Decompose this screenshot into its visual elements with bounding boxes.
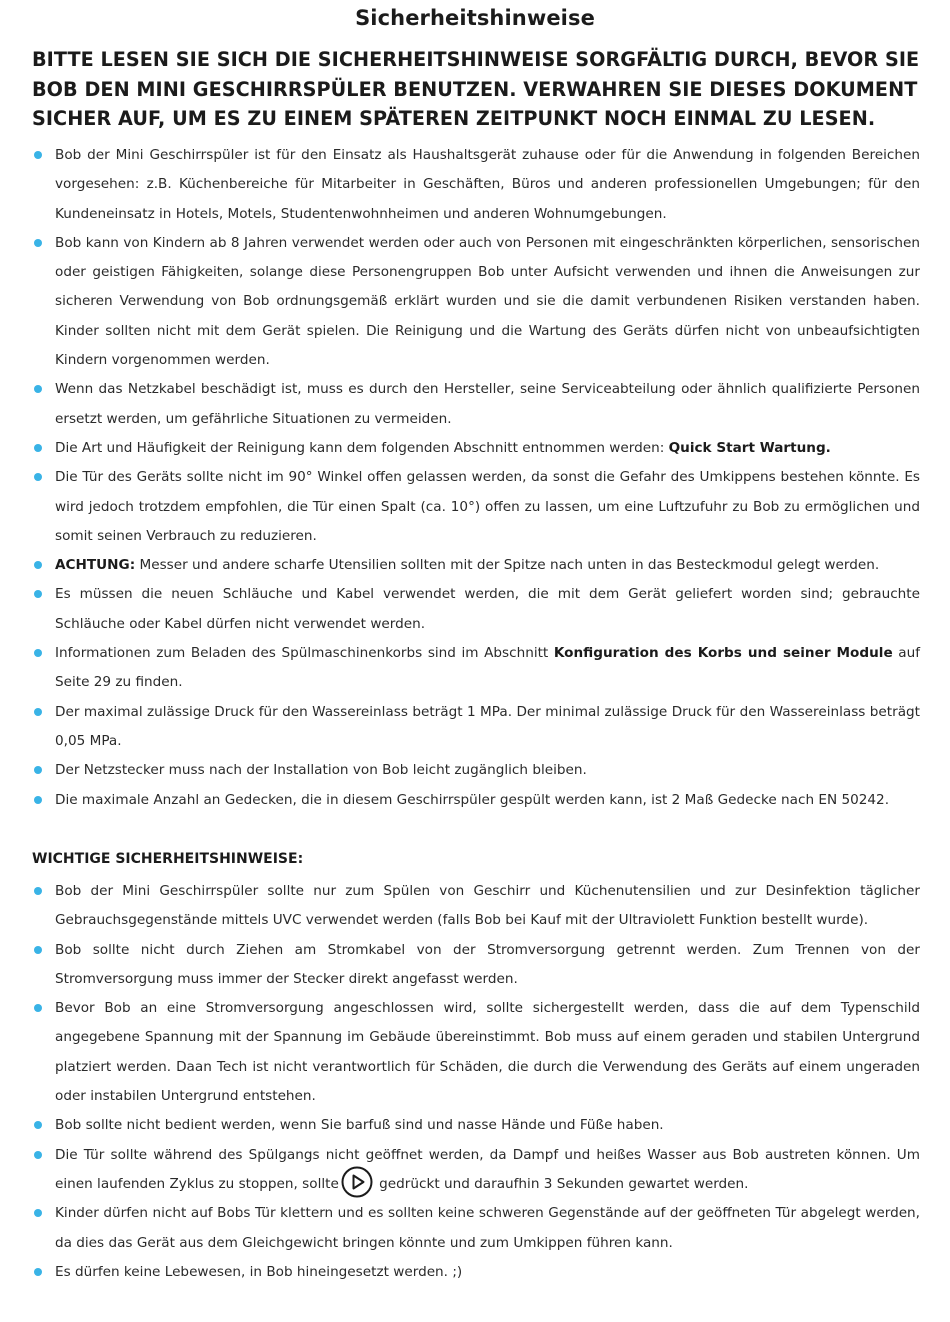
bullet-icon [34,946,42,954]
bullet-icon [34,239,42,247]
section-heading: WICHTIGE SICHERHEITSHINWEISE: [32,851,304,867]
list-item: Der Netzstecker muss nach der Installation von Bob leicht zugänglich bleiben. [32,756,920,785]
list-item: Die Tür sollte während des Spülgangs nicht geöffnet werden, da Dampf und heißes Wasser aus Bob austreten können. Um einen laufenden Zyklus zu stoppen, sollte gedrückt und daraufhin 3 Sekunden gewartet werden. [32,1141,920,1200]
bullet-icon [34,649,42,657]
bullet-icon [34,444,42,452]
play-button-icon [341,1166,373,1198]
list-item: Bob sollte nicht bedient werden, wenn Sie barfuß sind und nasse Hände und Füße haben. [32,1111,920,1140]
list-item: Der maximal zulässige Druck für den Wassereinlass beträgt 1 MPa. Der minimal zulässige Druck für den Wassereinlass beträgt 0,05 MPa. [32,698,920,757]
list-item: Es dürfen keine Lebewesen, in Bob hineingesetzt werden. ;) [32,1258,920,1287]
safety-list [32,141,920,815]
bullet-icon [34,1151,42,1159]
list-item: Bevor Bob an eine Stromversorgung angeschlossen wird, sollte sichergestellt werden, dass die auf dem Typenschild angegebene Spannung mit der Spannung im Gebäude übereinstimmt. Bob muss auf einem geraden und stabilen Untergrund platziert werden. Daan Tech ist nicht verantwortlich für Schäden, die durch die Verwendung des Geräts auf einem ungeraden oder instabilen Untergrund entstehen. [32,994,920,1111]
page-title: Sicherheitshinweise [355,6,595,30]
list-item: Informationen zum Beladen des Spülmaschinenkorbs sind im Abschnitt Konfiguration des Korbs und seiner Module auf Seite 29 zu finden. [32,639,920,698]
bullet-icon [34,473,42,481]
read-instructions-warning: BITTE LESEN SIE SICH DIE SICHERHEITSHINWEISE SORGFÄLTIG DURCH, BEVOR SIE BOB DEN MINI GESCHIRRSPÜLER BENUTZEN. VERWAHREN SIE DIESES DOKUMENT SICHER AUF, UM ES ZU EINEM SPÄTEREN ZEITPUNKT NOCH EINMAL ZU LESEN. [32,48,920,130]
bullet-icon [34,766,42,774]
bullet-icon [34,708,42,716]
attention-label: ACHTUNG: [55,557,136,574]
list-item: Wenn das Netzkabel beschädigt ist, muss es durch den Hersteller, seine Serviceabteilung oder ähnlich qualifizierte Personen ersetzt werden, um gefährliche Situationen zu vermeiden. [32,375,920,434]
bullet-icon [34,385,42,393]
list-item: Die Tür des Geräts sollte nicht im 90° Winkel offen gelassen werden, da sonst die Gefahr des Umkippens bestehen könnte. Es wird jedoch trotzdem empfohlen, die Tür einen Spalt (ca. 10°) offen zu lassen, um eine Luftzufuhr zu Bob zu ermöglichen und somit seinen Verbrauch zu reduzieren. [32,463,920,551]
reference-link-text: Quick Start Wartung. [668,439,831,456]
bullet-icon [34,796,42,804]
bullet-icon [34,887,42,895]
bullet-icon [34,590,42,598]
list-item: Bob der Mini Geschirrspüler sollte nur zum Spülen von Geschirr und Küchenutensilien und zur Desinfektion täglicher Gebrauchsgegenstände mittels UVC verwendet werden (falls Bob bei Kauf mit der Ultraviolett Funktion bestellt wurde). [32,877,920,936]
bullet-icon [34,1121,42,1129]
reference-section-text: Konfiguration des Korbs und seiner Module [553,645,893,662]
list-item: Es müssen die neuen Schläuche und Kabel verwendet werden, die mit dem Gerät geliefert worden sind; gebrauchte Schläuche oder Kabel dürfen nicht verwendet werden. [32,580,920,639]
list-item: Kinder dürfen nicht auf Bobs Tür klettern und es sollten keine schweren Gegenstände auf der geöffneten Tür abgelegt werden, da dies das Gerät aus dem Gleichgewicht bringen könnte und zum Umkippen führen kann. [32,1199,920,1258]
bullet-icon [34,561,42,569]
list-item: Bob kann von Kindern ab 8 Jahren verwendet werden oder auch von Personen mit eingeschränkten körperlichen, sensorischen oder geistigen Fähigkeiten, solange diese Personengruppen Bob unter Aufsicht verwenden und ihnen die Anweisungen zur sicheren Verwendung von Bob ordnungsgemäß erklärt wurden und sie die damit verbundenen Risiken verstanden haben. Kinder sollten nicht mit dem Gerät spielen. Die Reinigung und die Wartung des Geräts dürfen nicht von unbeaufsichtigten Kindern vorgenommen werden. [32,229,920,375]
list-item: Bob sollte nicht durch Ziehen am Stromkabel von der Stromversorgung getrennt werden. Zum Trennen von der Stromversorgung muss immer der Stecker direkt angefasst werden. [32,936,920,995]
bullet-icon [34,1268,42,1276]
list-item: Bob der Mini Geschirrspüler ist für den Einsatz als Haushaltsgerät zuhause oder für die Anwendung in folgenden Bereichen vorgesehen: z.B. Küchenbereiche für Mitarbeiter in Geschäften, Büros und anderen professionellen Umgebungen; für den Kundeneinsatz in Hotels, Motels, Studentenwohnheimen und anderen Wohnumgebungen. [32,141,920,229]
list-item: ACHTUNG: Messer und andere scharfe Utensilien sollten mit der Spitze nach unten in das Besteckmodul gelegt werden. [32,551,920,580]
bullet-icon [34,1004,42,1012]
bullet-icon [34,1209,42,1217]
bullet-icon [34,151,42,159]
list-item: Die Art und Häufigkeit der Reinigung kann dem folgenden Abschnitt entnommen werden: Quick Start Wartung. [32,434,920,463]
important-safety-list [32,877,920,1287]
list-item: Die maximale Anzahl an Gedecken, die in diesem Geschirrspüler gespült werden kann, ist 2 Maß Gedecke nach EN 50242. [32,786,920,815]
